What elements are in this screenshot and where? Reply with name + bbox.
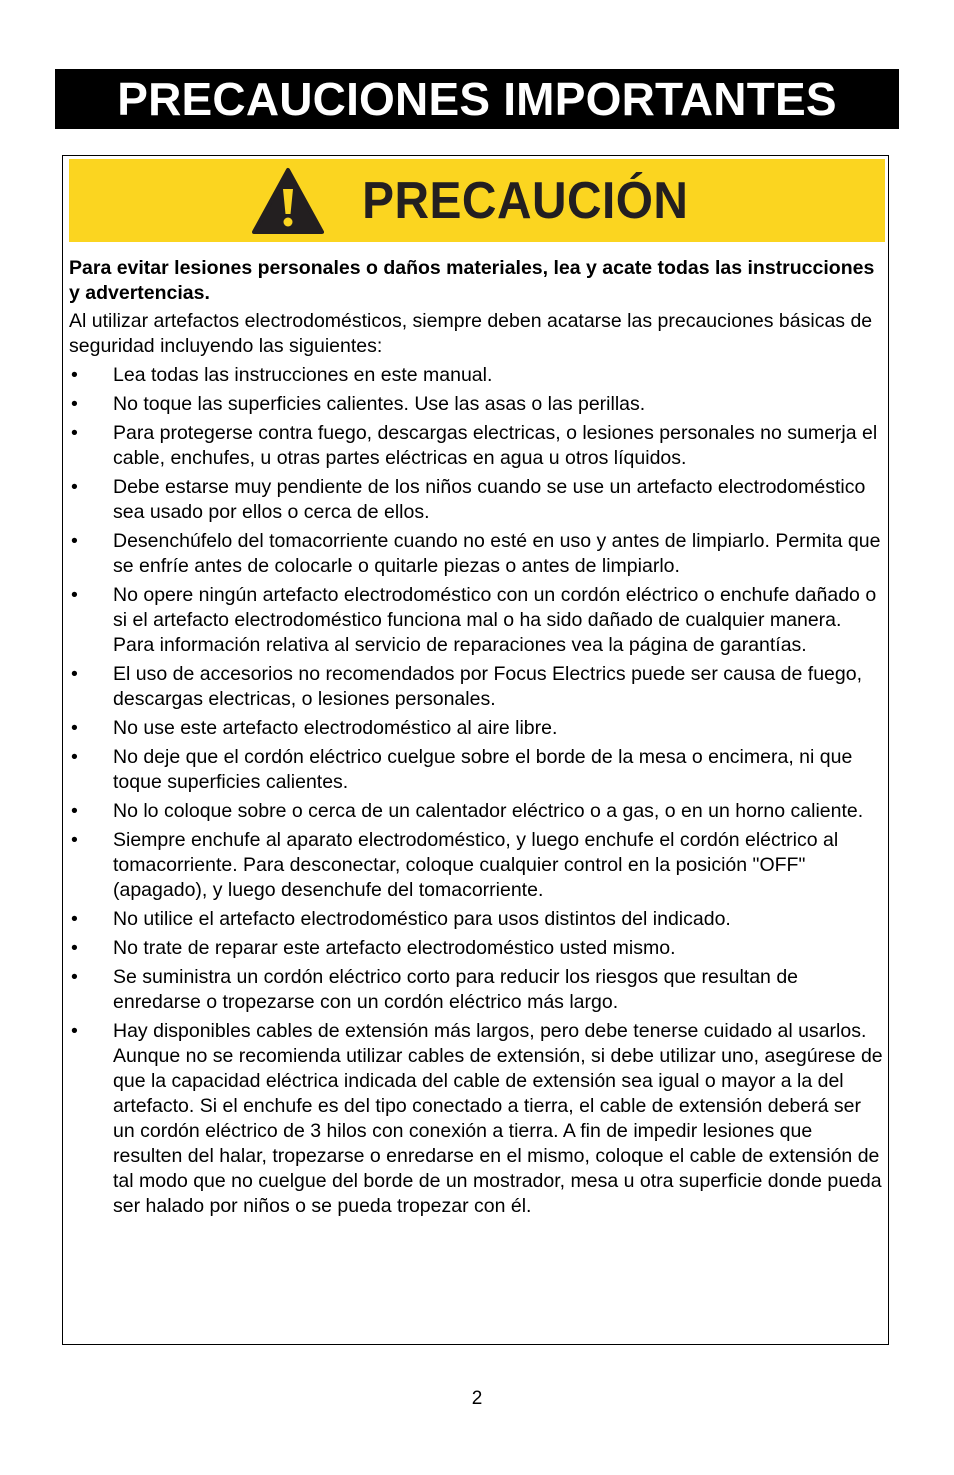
- list-item: [69, 799, 883, 824]
- list-item-text: El uso de accesorios no recomendados por Focus Electrics puede ser causa de fuego, descargas electricas, o lesiones personales.: [113, 663, 863, 710]
- list-item-text: Se suministra un cordón eléctrico corto para reducir los riesgos que resultan de enredarse o tropezarse con un cordón eléctrico más largo.: [113, 966, 799, 1013]
- list-item-text: No toque las superficies calientes. Use las asas o las perillas.: [113, 393, 646, 415]
- list-item-text: Lea todas las instrucciones en este manual.: [113, 364, 493, 386]
- bullet-icon: •: [71, 717, 78, 739]
- list-item-text: Hay disponibles cables de extensión más largos, pero debe tenerse cuidado al usarlos. Aunque no se recomienda utilizar cables de extensión, si debe utilizar uno, asegúrese de que la capacidad eléctrica indicada del cable de extensión sea igual o mayor a la del artefacto. Si el enchufe es del tipo conectado a tierra, el cable de extensión deberá ser un cordón eléctrico de 3 hilos con conexión a tierra. A fin de impedir lesiones que resulten del halar, tropezarse o enredarse en el mismo, coloque el cable de extensión de tal modo que no cuelgue del borde de un mostrador, mesa u otra superficie donde pueda ser halado por niños o se pueda tropezar con él.: [113, 1020, 883, 1217]
- list-item-text: Desenchúfelo del tomacorriente cuando no esté en uso y antes de limpiarlo. Permita que se enfríe antes de colocarle o quitarle piezas o antes de limpiarlo.: [113, 530, 881, 577]
- bullet-icon: •: [71, 364, 78, 386]
- list-item: [69, 421, 883, 471]
- bullet-icon: •: [71, 584, 78, 606]
- page-title: PRECAUCIONES IMPORTANTES: [117, 73, 837, 125]
- list-item: [69, 583, 883, 658]
- warning-triangle-icon: [252, 167, 324, 235]
- list-item-text: No lo coloque sobre o cerca de un calentador eléctrico o a gas, o en un horno caliente.: [113, 800, 864, 822]
- bullet-icon: •: [71, 937, 78, 959]
- list-item: [69, 936, 883, 961]
- list-item: [69, 662, 883, 712]
- caution-content: [69, 256, 883, 1223]
- list-item-text: No opere ningún artefacto electrodoméstico con un cordón eléctrico o enchufe dañado o si el artefacto electrodoméstico funciona mal o ha sido dañado de cualquier manera. Para información relativa al servicio de reparaciones vea la página de garantías.: [113, 584, 877, 656]
- bullet-icon: •: [71, 663, 78, 685]
- list-item-text: No use este artefacto electrodoméstico al aire libre.: [113, 717, 558, 739]
- caution-label: PRECAUCIÓN: [361, 171, 689, 230]
- list-item-text: Debe estarse muy pendiente de los niños cuando se use un artefacto electrodoméstico sea usado por ellos o cerca de ellos.: [113, 476, 866, 523]
- list-item: [69, 716, 883, 741]
- page-title-bar: [55, 69, 899, 129]
- list-item-text: Para protegerse contra fuego, descargas electricas, o lesiones personales no sumerja el cable, enchufes, u otras partes eléctricas en agua u otros líquidos.: [113, 422, 878, 469]
- list-item: [69, 475, 883, 525]
- list-item: [69, 363, 883, 388]
- bullet-icon: •: [71, 530, 78, 552]
- bullet-icon: •: [71, 908, 78, 930]
- list-item-text: No deje que el cordón eléctrico cuelgue sobre el borde de la mesa o encimera, ni que toque superficies calientes.: [113, 746, 853, 793]
- list-item-text: No utilice el artefacto electrodoméstico para usos distintos del indicado.: [113, 908, 731, 930]
- bullet-icon: •: [71, 829, 78, 851]
- bullet-icon: •: [71, 966, 78, 988]
- list-item: [69, 745, 883, 795]
- list-item: [69, 965, 883, 1015]
- bullet-icon: •: [71, 800, 78, 822]
- precaution-list: [69, 363, 883, 1219]
- intro-text: Al utilizar artefactos electrodomésticos, siempre deben acatarse las precauciones básicas de seguridad incluyendo las siguientes:: [69, 310, 873, 357]
- bullet-icon: •: [71, 476, 78, 498]
- intro-warning: Para evitar lesiones personales o daños materiales, lea y acate todas las instrucciones y advertencias.: [69, 257, 875, 304]
- list-item-text: No trate de reparar este artefacto electrodoméstico usted mismo.: [113, 937, 676, 959]
- list-item: [69, 1019, 883, 1219]
- bullet-icon: •: [71, 393, 78, 415]
- list-item: [69, 828, 883, 903]
- caution-banner: [69, 159, 885, 242]
- list-item: [69, 529, 883, 579]
- list-item-text: Siempre enchufe al aparato electrodoméstico, y luego enchufe el cordón eléctrico al tomacorriente. Para desconectar, coloque cualquier control en la posición "OFF" (apagado), y luego desenchufe del tomacorriente.: [113, 829, 839, 901]
- bullet-icon: •: [71, 746, 78, 768]
- list-item: [69, 392, 883, 417]
- bullet-icon: •: [71, 422, 78, 444]
- page-number: 2: [471, 1388, 483, 1409]
- bullet-icon: •: [71, 1020, 78, 1042]
- list-item: [69, 907, 883, 932]
